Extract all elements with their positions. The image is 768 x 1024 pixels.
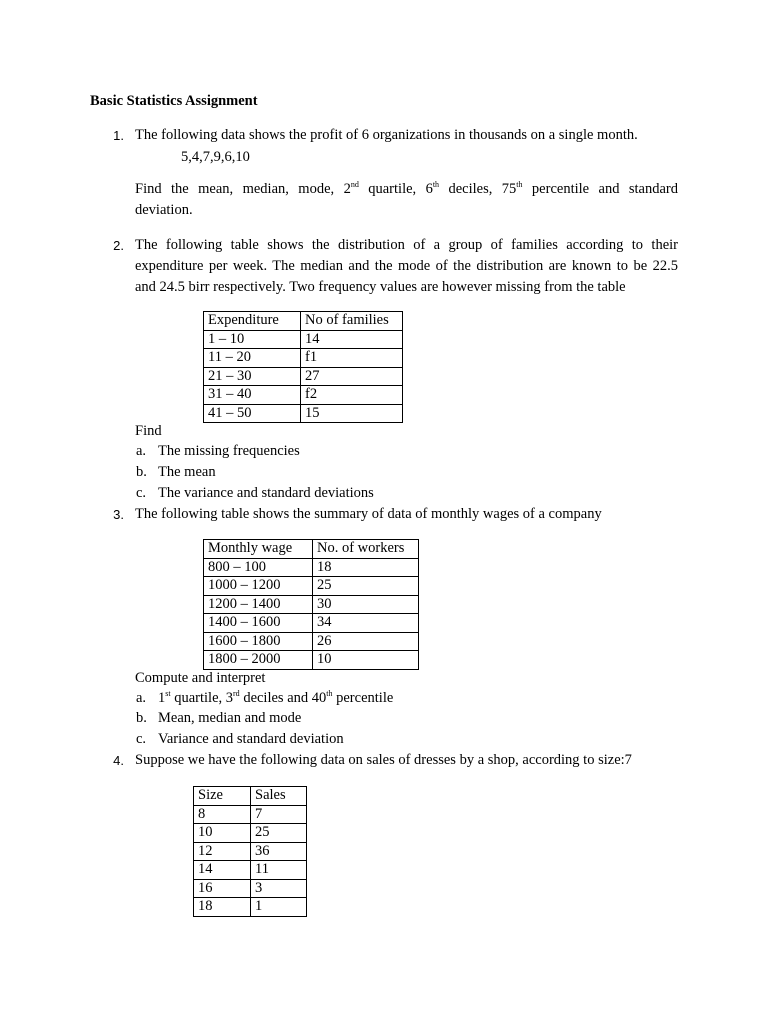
table-cell: 16 [194,879,251,898]
table-cell: 34 [313,614,419,633]
list-item: The mean [158,464,216,480]
table-cell: f1 [301,349,403,368]
table-cell: 15 [301,404,403,423]
list-item: Variance and standard deviation [158,731,344,747]
table-row [204,386,403,405]
question-2-line: expenditure per week. The median and the mode of the distribution are known to be 22.5 [135,258,678,274]
table-row [204,614,419,633]
question-2-paragraph [135,235,678,298]
table-row [204,632,419,651]
question-2-line: The following table shows the distribution of a group of families according to their [135,237,678,253]
table-cell: 18 [313,558,419,577]
question-1-data: 5,4,7,9,6,10 [181,149,250,165]
table-cell: 31 – 40 [204,386,301,405]
list-item-letter: a. [136,443,147,459]
table-row [204,330,403,349]
table-cell: 10 [313,651,419,670]
table-cell: 30 [313,595,419,614]
question-3-text: The following table shows the summary of data of monthly wages of a company [135,506,602,522]
table-header-cell: Size [194,787,251,806]
table-cell: 36 [251,842,307,861]
compute-label: Compute and interpret [135,670,266,686]
table-cell: 1400 – 1600 [204,614,313,633]
table-cell: 11 – 20 [204,349,301,368]
table-cell: 7 [251,805,307,824]
table-row [194,861,307,880]
table-cell: 8 [194,805,251,824]
list-item-letter: a. [136,690,147,706]
table-cell: 11 [251,861,307,880]
table-cell: 1600 – 1800 [204,632,313,651]
table-row [204,577,419,596]
list-item: The missing frequencies [158,443,300,459]
question-4-number: 4. [113,753,124,768]
table-cell: 18 [194,898,251,917]
table-header-row [204,312,403,331]
table-row [204,367,403,386]
table-row [204,558,419,577]
table-cell: 1200 – 1400 [204,595,313,614]
table-header-row [194,787,307,806]
table-cell: 1 – 10 [204,330,301,349]
table-header-cell: Expenditure [204,312,301,331]
question-1-number: 1. [113,128,124,143]
table-cell: 3 [251,879,307,898]
table-cell: 10 [194,824,251,843]
table-row [194,824,307,843]
list-item-letter: b. [136,464,147,480]
list-item: The variance and standard deviations [158,485,374,501]
table-cell: 25 [313,577,419,596]
question-1-find-line: Find the mean, median, mode, 2nd quartile, 6th deciles, 75th percentile and standard [135,180,678,197]
table-header-cell: Monthly wage [204,540,313,559]
table-cell: 41 – 50 [204,404,301,423]
table-row [194,898,307,917]
table-cell: 1 [251,898,307,917]
table-cell: 1800 – 2000 [204,651,313,670]
question-1-text: The following data shows the profit of 6 organizations in thousands on a single month. [135,127,638,143]
table-row [204,349,403,368]
table-cell: 25 [251,824,307,843]
list-item-letter: b. [136,710,147,726]
table-header-cell: Sales [251,787,307,806]
table-row [204,404,403,423]
list-item: Mean, median and mode [158,710,302,726]
question-2-number: 2. [113,238,124,253]
table-cell: 1000 – 1200 [204,577,313,596]
table-row [194,842,307,861]
table-row [204,651,419,670]
table-row [204,595,419,614]
expenditure-table [203,311,403,423]
wages-table [203,539,419,670]
sales-table [193,786,307,917]
table-cell: 800 – 100 [204,558,313,577]
table-header-cell: No. of workers [313,540,419,559]
question-4-text: Suppose we have the following data on sales of dresses by a shop, according to size:7 [135,752,632,768]
table-cell: f2 [301,386,403,405]
table-header-row [204,540,419,559]
question-2-line: and 24.5 birr respectively. Two frequency values are however missing from the table [135,279,626,295]
list-item: 1st quartile, 3rd deciles and 40th percentile [158,689,394,706]
question-3-number: 3. [113,507,124,522]
table-row [194,805,307,824]
list-item-letter: c. [136,731,147,747]
table-cell: 26 [313,632,419,651]
question-1-find-line-2: deviation. [135,202,193,218]
table-cell: 27 [301,367,403,386]
table-cell: 14 [194,861,251,880]
find-label: Find [135,423,162,439]
table-header-cell: No of families [301,312,403,331]
list-item-letter: c. [136,485,147,501]
table-cell: 14 [301,330,403,349]
page-title: Basic Statistics Assignment [90,93,258,109]
table-cell: 21 – 30 [204,367,301,386]
table-row [194,879,307,898]
table-cell: 12 [194,842,251,861]
